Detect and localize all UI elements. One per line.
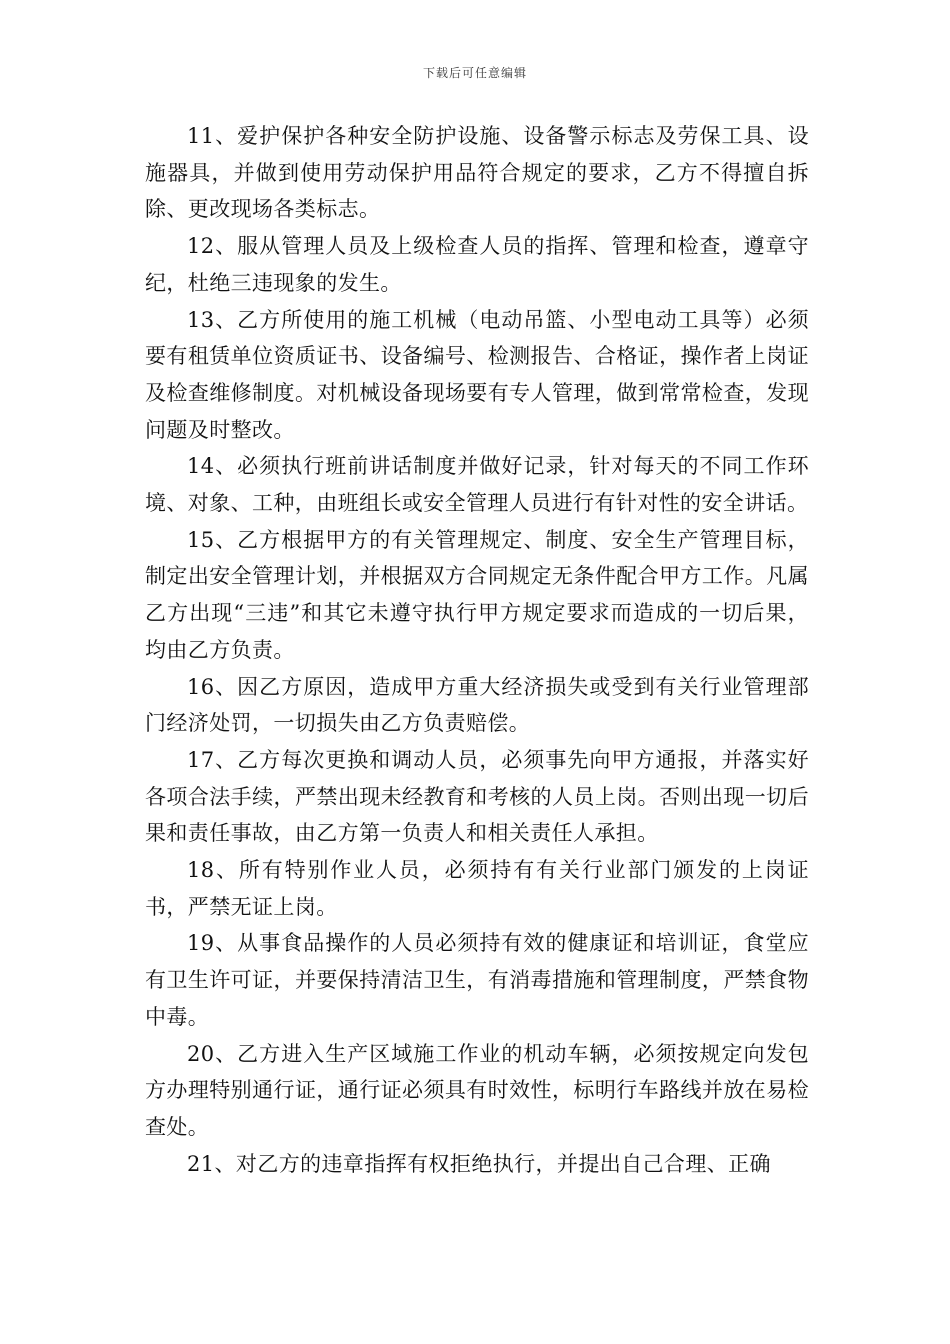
clause-15: 15、乙方根据甲方的有关管理规定、制度、安全生产管理目标，制定出安全管理计划，并根据双方合同规定无条件配合甲方工作。凡属乙方出现“三违”和其它未遵守执行甲方规定要求而造成的一切后果，均由乙方负责。 — [145, 527, 809, 662]
page-header-note: 下载后可任意编辑 — [422, 66, 527, 80]
clause-19: 19、从事食品操作的人员必须持有效的健康证和培训证，食堂应有卫生许可证，并要保持清洁卫生，有消毒措施和管理制度，严禁食物中毒。 — [145, 931, 809, 1029]
clause-21: 21、对乙方的违章指挥有权拒绝执行，并提出自己合理、正确 — [187, 1151, 771, 1176]
clause-17: 17、乙方每次更换和调动人员，必须事先向甲方通报，并落实好各项合法手续，严禁出现未经教育和考核的人员上岗。否则出现一切后果和责任事故，由乙方第一负责人和相关责任人承担。 — [145, 747, 809, 846]
document-body — [145, 118, 809, 1182]
clause-14: 14、必须执行班前讲话制度并做好记录，针对每天的不同工作环境、对象、工种，由班组长或安全管理人员进行有针对性的安全讲话。 — [145, 454, 809, 516]
clause-16: 16、因乙方原因，造成甲方重大经济损失或受到有关行业管理部门经济处罚，一切损失由乙方负责赔偿。 — [145, 674, 809, 736]
clause-20: 20、乙方进入生产区域施工作业的机动车辆，必须按规定向发包方办理特别通行证，通行证必须具有时效性，标明行车路线并放在易检查处。 — [145, 1041, 809, 1139]
clause-13: 13、乙方所使用的施工机械（电动吊篮、小型电动工具等）必须要有租赁单位资质证书、设备编号、检测报告、合格证，操作者上岗证及检查维修制度。对机械设备现场要有专人管理，做到常常检查，发现问题及时整改。 — [145, 307, 809, 442]
clause-18: 18、所有特别作业人员，必须持有有关行业部门颁发的上岗证书，严禁无证上岗。 — [145, 858, 809, 919]
clause-11: 11、爱护保护各种安全防护设施、设备警示标志及劳保工具、设施器具，并做到使用劳动保护用品符合规定的要求，乙方不得擅自拆除、更改现场各类标志。 — [145, 124, 809, 222]
clause-12: 12、服从管理人员及上级检查人员的指挥、管理和检查，遵章守纪，杜绝三违现象的发生。 — [145, 234, 809, 295]
